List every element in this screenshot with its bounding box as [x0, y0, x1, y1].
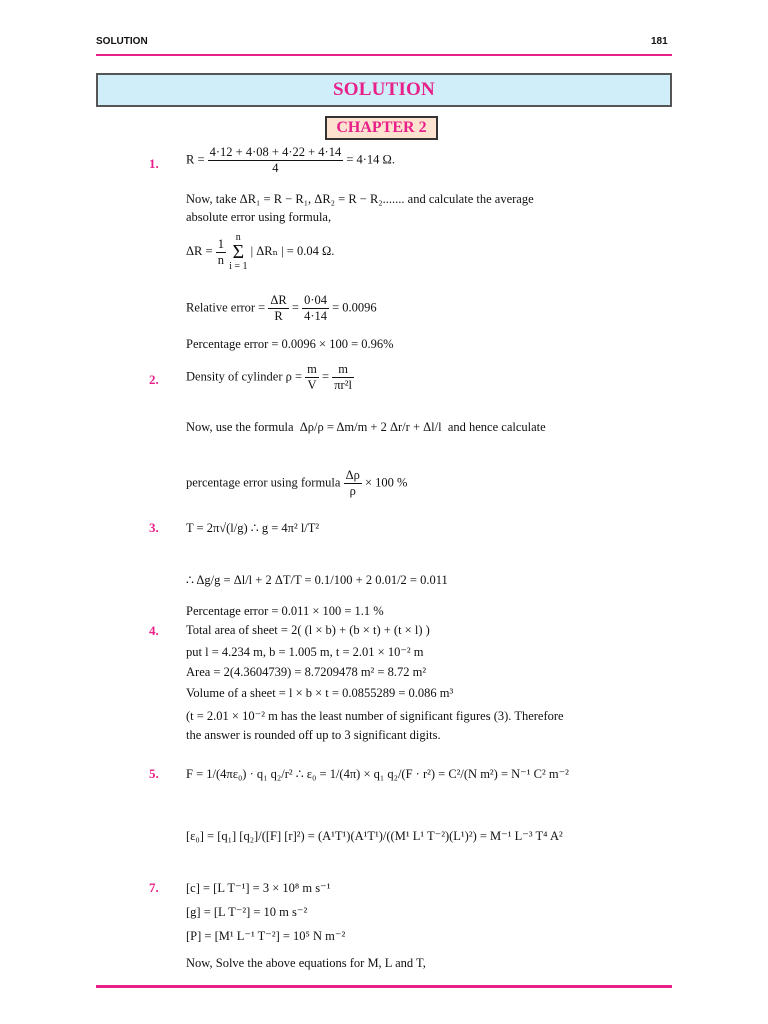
question-number-4: 4.	[149, 623, 159, 638]
q2-line2-pre: Now, use the formula	[186, 420, 294, 434]
header-rule	[96, 54, 672, 56]
rel-num2: 0·04	[304, 293, 327, 307]
q2-density-equation: Density of cylinder ρ = $\frac{m}{V}$ = $\frac{m}{\text{πr²l}}$	[186, 362, 352, 392]
q3-period-equation: T = 2π√(l/g) ∴ g = 4π² l/T²	[186, 521, 320, 535]
q4-line-1: Total area of sheet = 2( (l × b) + (b × t) + (t × l) )	[186, 623, 430, 637]
rel-den2: 4·14	[304, 309, 327, 323]
q2-line2-post: and hence calculate	[447, 420, 546, 434]
summation-symbol: n Σ i = 1	[229, 232, 248, 272]
q1-eq1-den: 4	[272, 161, 279, 175]
question-number-7: 7.	[149, 880, 159, 895]
q2-f1-den: V	[307, 378, 317, 392]
q3-error-equation: ∴ Δg/g = Δl/l + 2 ΔT/T = 0.1/100 + 2 0.01/2 = 0.011	[186, 573, 448, 587]
solution-banner	[96, 73, 672, 107]
page-number: 181	[651, 36, 668, 47]
q2-f2-den: πr²l	[334, 378, 352, 392]
rel-num: ΔR	[270, 293, 287, 307]
chapter-box: CHAPTER 2	[325, 116, 438, 140]
q1-eq1-lhs: R =	[186, 152, 205, 167]
q2-line3-pre: percentage error using formula	[186, 475, 341, 490]
q7-line-4: Now, Solve the above equations for M, L and T,	[186, 956, 426, 970]
footer-rule	[96, 985, 672, 988]
question-number-5: 5.	[149, 766, 159, 781]
q4-line-2: put l = 4.234 m, b = 1.005 m, t = 2.01 × 10⁻² m	[186, 645, 424, 659]
q2-line1-pre: Density of cylinder ρ =	[186, 369, 303, 384]
q5-dimension-equation: [ε₀] = [q₁] [q₂]/([F] [r]²) = (A¹T¹)(A¹T¹)/((M¹ L¹ T⁻²)(L¹)²) = M⁻¹ L⁻³ T⁴ A²	[186, 829, 563, 843]
sum-upper-limit: n	[235, 232, 241, 243]
q4-line-6: the answer is rounded off up to 3 significant digits.	[186, 728, 441, 742]
rel-frac-1	[268, 293, 288, 324]
q1-eq2-body: | ΔRₙ | = 0.04 Ω.	[250, 243, 335, 258]
running-header-left: SOLUTION	[96, 36, 148, 47]
q1-text-line1: Now, take ΔR₁ = R − R₁, ΔR₂ = R − R₂....... and calculate the average	[186, 192, 534, 206]
question-number-1: 1.	[149, 156, 159, 171]
q7-line-3: [P] = [M¹ L⁻¹ T⁻²] = 10⁵ N m⁻²	[186, 929, 346, 943]
q1-mean-abs-error-equation	[186, 232, 334, 272]
q2-formula-line	[186, 420, 546, 435]
q2-frac-1	[305, 362, 319, 393]
q4-line-5: (t = 2.01 × 10⁻² m has the least number of significant figures (3). Therefore	[186, 709, 564, 723]
rel-result: = 0.0096	[332, 300, 377, 315]
q1-eq1-rhs: = 4·14 Ω.	[346, 152, 395, 167]
q3-percentage-error: Percentage error = 0.011 × 100 = 1.1 %	[186, 604, 384, 618]
question-number-2: 2.	[149, 372, 159, 387]
q2-percentage-line	[186, 468, 407, 499]
q1-eq1-num: 4·12 + 4·08 + 4·22 + 4·14	[209, 145, 342, 159]
q1-eq1-fraction	[208, 145, 344, 176]
q1-text-line2: absolute error using formula,	[186, 210, 332, 224]
q1-percentage-error: Percentage error = 0.0096 × 100 = 0.96%	[186, 337, 394, 351]
q1-eq2-lhs: ΔR =	[186, 243, 213, 258]
q1-relative-error: Relative error = $\frac{\Delta R}{R}$ = $\frac{0\cdot 04}{4\cdot 14}$ = 0.0096	[186, 293, 377, 323]
sum-lower-limit: i = 1	[229, 261, 248, 272]
q1-eq2-frac-num: 1	[217, 236, 224, 251]
q4-line-3: Area = 2(4.3604739) = 8.7209478 m² = 8.72 m²	[186, 665, 427, 679]
banner-title: SOLUTION	[333, 79, 435, 100]
q1-eq2-fraction	[216, 237, 226, 268]
q4-line-4: Volume of a sheet = l × b × t = 0.0855289 = 0.086 m³	[186, 686, 454, 700]
q2-f1-num: m	[307, 362, 317, 376]
q1-eq2-frac-den: n	[217, 252, 224, 267]
rel-den: R	[274, 309, 283, 323]
rel-frac-2	[302, 293, 329, 324]
q2-line3-post: × 100 %	[364, 475, 408, 490]
question-number-3: 3.	[149, 520, 159, 535]
q7-line-1: [c] = [L T⁻¹] = 3 × 10⁸ m s⁻¹	[186, 881, 331, 895]
q5-coulomb-equation: F = 1/(4πε₀) · q₁ q₂/r² ∴ ε₀ = 1/(4π) × q₁ q₂/(F · r²) = C²/(N m²) = N⁻¹ C² m⁻²	[186, 767, 569, 781]
q2-frac-3: $\frac{\Delta\rho}{\rho}$	[345, 468, 360, 498]
q2-frac-2	[332, 362, 354, 393]
q7-line-2: [g] = [L T⁻²] = 10 m s⁻²	[186, 905, 308, 919]
q2-line2-eq: Δρ/ρ = Δm/m + 2 Δr/r + Δl/l	[299, 420, 442, 434]
q1-mean-equation	[186, 145, 395, 176]
q2-f2-num: m	[332, 362, 354, 378]
rel-label: Relative error =	[186, 300, 266, 315]
